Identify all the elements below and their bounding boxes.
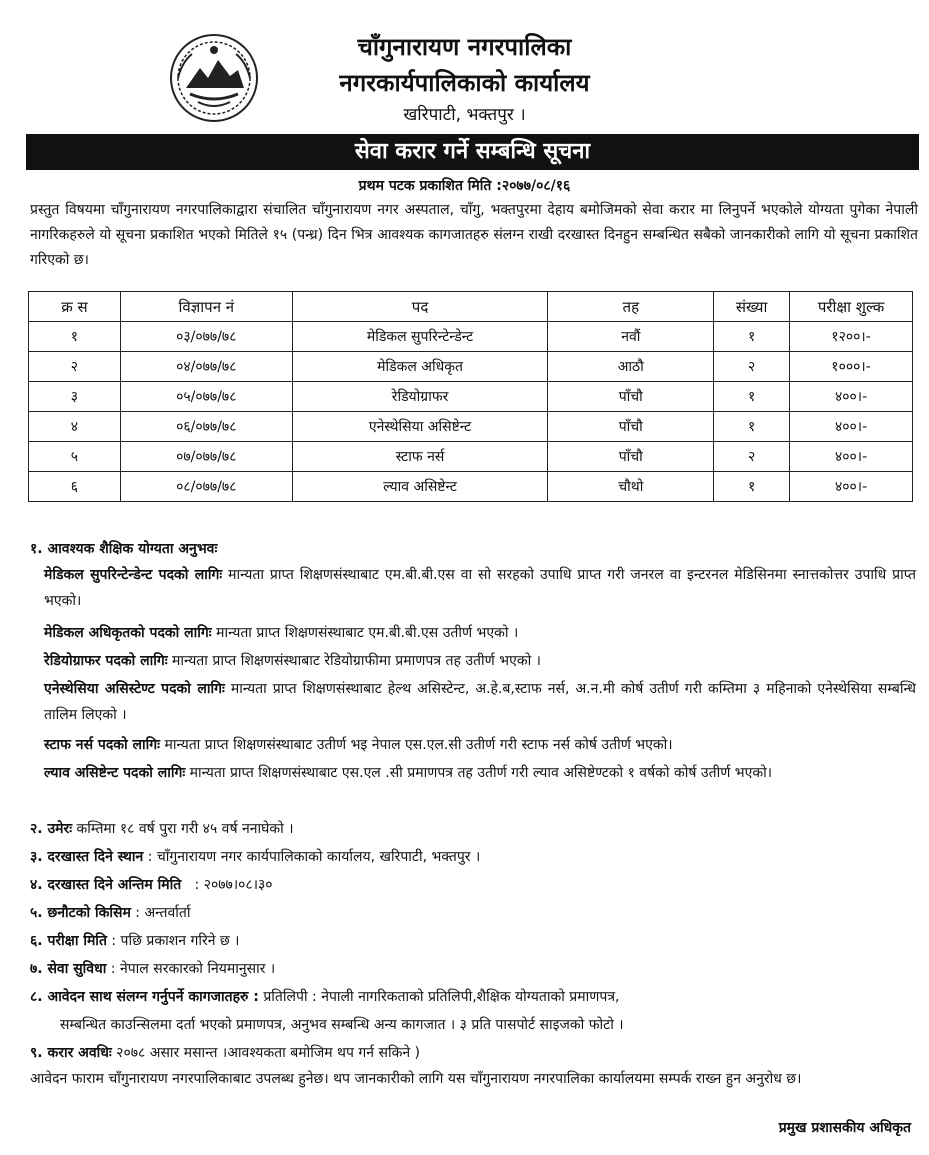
cell-serial: १ <box>29 322 121 352</box>
cell-advertisement-no: ०६/०७७/७८ <box>120 412 292 442</box>
cell-count: १ <box>714 382 790 412</box>
table-row <box>29 382 913 412</box>
item-text: : अन्तर्वार्ता <box>130 905 191 921</box>
office-name: नगरकार्यपालिकाको कार्यालय <box>339 69 590 97</box>
cell-exam-fee: १२००।- <box>790 322 913 352</box>
cell-exam-fee: ४००।- <box>790 382 913 412</box>
signature-title: प्रमुख प्रशासकीय अधिकृत <box>778 1120 911 1136</box>
qualification-text: मान्यता प्राप्त शिक्षणसंस्थाबाट एम.बी.बी.एस उतीर्ण भएको । <box>211 625 519 641</box>
table-header-row <box>29 292 913 322</box>
service-benefits <box>30 956 916 982</box>
col-header-exam-fee: परीक्षा शुल्क <box>790 292 913 322</box>
col-header-advertisement-no: विज्ञापन नं <box>120 292 292 322</box>
qualification-item <box>44 760 916 786</box>
qualification-item <box>44 732 916 758</box>
cell-level: नवौं <box>548 322 714 352</box>
cell-advertisement-no: ०४/०७७/७८ <box>120 352 292 382</box>
table-row <box>29 322 913 352</box>
application-place <box>30 844 916 870</box>
required-documents-continued: सम्बन्धित काउन्सिलमा दर्ता भएको प्रमाणपत्र, अनुभव सम्बन्धि अन्य कागजात । ३ प्रति पासपोर्ट साइजको फोटो । <box>60 1017 624 1033</box>
cell-count: २ <box>714 352 790 382</box>
intro-paragraph: प्रस्तुत विषयमा चाँगुनारायण नगरपालिकाद्वारा संचालित चाँगुनारायण नगर अस्पताल, चाँगु, भक्तपुरमा देहाय बमोजिमको सेवा करार मा लिनुपर्ने भएकोले योग्यता पुगेका नेपाली नागरिकहरुले यो सूचना प्रकाशित भएको मितिले १५ (पन्ध्र) दिन भित्र आवश्यक कागजातहरु संलग्न राखी दरखास्त दिनहुन सम्बन्धित सबैको जानकारीको लागि यो सूचना प्रकाशित गरिएको छ। <box>30 202 918 268</box>
office-address: खरिपाटी, भक्तपुर । <box>403 105 526 125</box>
cell-advertisement-no: ०३/०७७/७८ <box>120 322 292 352</box>
col-header-serial: क्र स <box>29 292 121 322</box>
cell-level: चौथो <box>548 472 714 502</box>
cell-count: २ <box>714 442 790 472</box>
cell-post: मेडिकल अधिकृत <box>292 352 548 382</box>
qualification-label: एनेस्थेसिया असिस्टेण्ट पदको लागिः <box>44 681 225 697</box>
notice-title-banner: सेवा करार गर्ने सम्बन्धि सूचना <box>26 134 919 170</box>
table-row <box>29 442 913 472</box>
table-row <box>29 412 913 442</box>
col-header-post: पद <box>292 292 548 322</box>
cell-advertisement-no: ०५/०७७/७८ <box>120 382 292 412</box>
item-label: ३. दरखास्त दिने स्थान <box>30 849 144 865</box>
cell-post: ल्याव असिष्टेन्ट <box>292 472 548 502</box>
exam-date <box>30 928 916 954</box>
item-label: ७. सेवा सुविधा <box>30 961 107 977</box>
cell-serial: ६ <box>29 472 121 502</box>
item-label: २. उमेरः <box>30 821 73 837</box>
cell-serial: २ <box>29 352 121 382</box>
item-text: २०७८ असार मसान्त ।आवश्यकता बमोजिम थप गर्न सकिने ) <box>111 1045 420 1061</box>
contract-period <box>30 1040 916 1066</box>
cell-level: पाँचौ <box>548 382 714 412</box>
publication-date: प्रथम पटक प्रकाशित मिति :२०७७/०८/१६ <box>358 178 571 194</box>
table-row <box>29 472 913 502</box>
cell-level: पाँचौ <box>548 412 714 442</box>
cell-serial: ५ <box>29 442 121 472</box>
item-text: कम्तिमा १८ वर्ष पुरा गरी ४५ वर्ष ननाघेको । <box>72 821 294 837</box>
cell-exam-fee: ४००।- <box>790 412 913 442</box>
cell-exam-fee: ४००।- <box>790 442 913 472</box>
item-text: : पछि प्रकाशन गरिने छ । <box>106 933 240 949</box>
item-text: : २०७७।०८।३० <box>181 877 273 893</box>
cell-advertisement-no: ०७/०७७/७८ <box>120 442 292 472</box>
item-label: ६. परीक्षा मिति <box>30 933 107 949</box>
item-label: ४. दरखास्त दिने अन्तिम मिति <box>30 877 182 893</box>
qualification-text: मान्यता प्राप्त शिक्षणसंस्थाबाट हेल्थ असिस्टेन्ट, अ.हे.ब,स्टाफ नर्स, अ.न.मी कोर्ष उतीर्ण गरी कम्तिमा ३ महिनाको एनेस्थेसिया सम्बन्धि तालिम लिएको । <box>44 681 917 723</box>
org-name: चाँगुनारायण नगरपालिका <box>357 33 572 61</box>
cell-level: पाँचौ <box>548 442 714 472</box>
cell-count: १ <box>714 322 790 352</box>
cell-advertisement-no: ०८/०७७/७८ <box>120 472 292 502</box>
table-row <box>29 352 913 382</box>
age-requirement <box>30 816 916 842</box>
vacancy-table <box>28 291 913 502</box>
cell-serial: ३ <box>29 382 121 412</box>
closing-paragraph: आवेदन फाराम चाँगुनारायण नगरपालिकाबाट उपलब्ध हुनेछ। थप जानकारीको लागि यस चाँगुनारायण नगरपालिका कार्यालयमा सम्पर्क राख्न हुन अनुरोध छ। <box>30 1071 802 1087</box>
cell-level: आठौ <box>548 352 714 382</box>
header <box>0 28 929 130</box>
qualification-text: मान्यता प्राप्त शिक्षणसंस्थाबाट एम.बी.बी.एस वा सो सरहको उपाधि प्राप्त गरी जनरल वा इन्टरनल मेडिसिनमा स्नात्तकोत्तर उपाधि प्राप्त भएको। <box>44 567 916 609</box>
qualification-label: ल्याव असिष्टेन्ट पदको लागिः <box>44 765 186 781</box>
application-deadline <box>30 872 916 898</box>
item-text: : नेपाल सरकारको नियमानुसार । <box>106 961 276 977</box>
selection-method <box>30 900 916 926</box>
cell-post: एनेस्थेसिया असिष्टेन्ट <box>292 412 548 442</box>
qualification-label: मेडिकल अधिकृतको पदको लागिः <box>44 625 212 641</box>
cell-serial: ४ <box>29 412 121 442</box>
item-text: प्रतिलिपी : नेपाली नागरिकताको प्रतिलिपी,शैक्षिक योग्यताको प्रमाणपत्र, <box>258 989 620 1005</box>
col-header-count: संख्या <box>714 292 790 322</box>
cell-count: १ <box>714 472 790 502</box>
qualification-item <box>44 676 916 728</box>
cell-count: १ <box>714 412 790 442</box>
col-header-level: तह <box>548 292 714 322</box>
qualification-item <box>44 562 916 614</box>
cell-post: स्टाफ नर्स <box>292 442 548 472</box>
qualification-label: स्टाफ नर्स पदको लागिः <box>44 737 160 753</box>
qualification-label: रेडियोग्राफर पदको लागिः <box>44 653 168 669</box>
qualification-item <box>44 620 916 646</box>
cell-post: रेडियोग्राफर <box>292 382 548 412</box>
item-text: : चाँगुनारायण नगर कार्यपालिकाको कार्यालय, खरिपाटी, भक्तपुर । <box>143 849 481 865</box>
qualification-text: मान्यता प्राप्त शिक्षणसंस्थाबाट एस.एल .सी प्रमाणपत्र तह उतीर्ण गरी ल्याव असिष्टेण्टको १ वर्षको कोर्ष उतीर्ण भएको। <box>185 765 773 781</box>
qualification-text: मान्यता प्राप्त शिक्षणसंस्थाबाट उतीर्ण भइ नेपाल एस.एल.सी उतीर्ण गरी स्टाफ नर्स कोर्ष उतीर्ण भएको। <box>160 737 673 753</box>
qualification-text: मान्यता प्राप्त शिक्षणसंस्थाबाट रेडियोग्राफीमा प्रमाणपत्र तह उतीर्ण भएको । <box>167 653 541 669</box>
cell-exam-fee: १०००।- <box>790 352 913 382</box>
item-label: ८. आवेदन साथ संलग्न गर्नुपर्ने कागजातहरु : <box>30 989 259 1005</box>
item-label: ५. छनौटको किसिम <box>30 905 131 921</box>
item-label: ९. करार अवधिः <box>30 1045 112 1061</box>
required-documents <box>30 984 916 1010</box>
qualification-label: मेडिकल सुपरिन्टेन्डेन्ट पदको लागिः <box>44 567 223 583</box>
qualification-section-title: १. आवश्यक शैक्षिक योग्यता अनुभवः <box>30 541 218 557</box>
qualification-item <box>44 648 916 674</box>
cell-post: मेडिकल सुपरिन्टेन्डेन्ट <box>292 322 548 352</box>
cell-exam-fee: ४००।- <box>790 472 913 502</box>
